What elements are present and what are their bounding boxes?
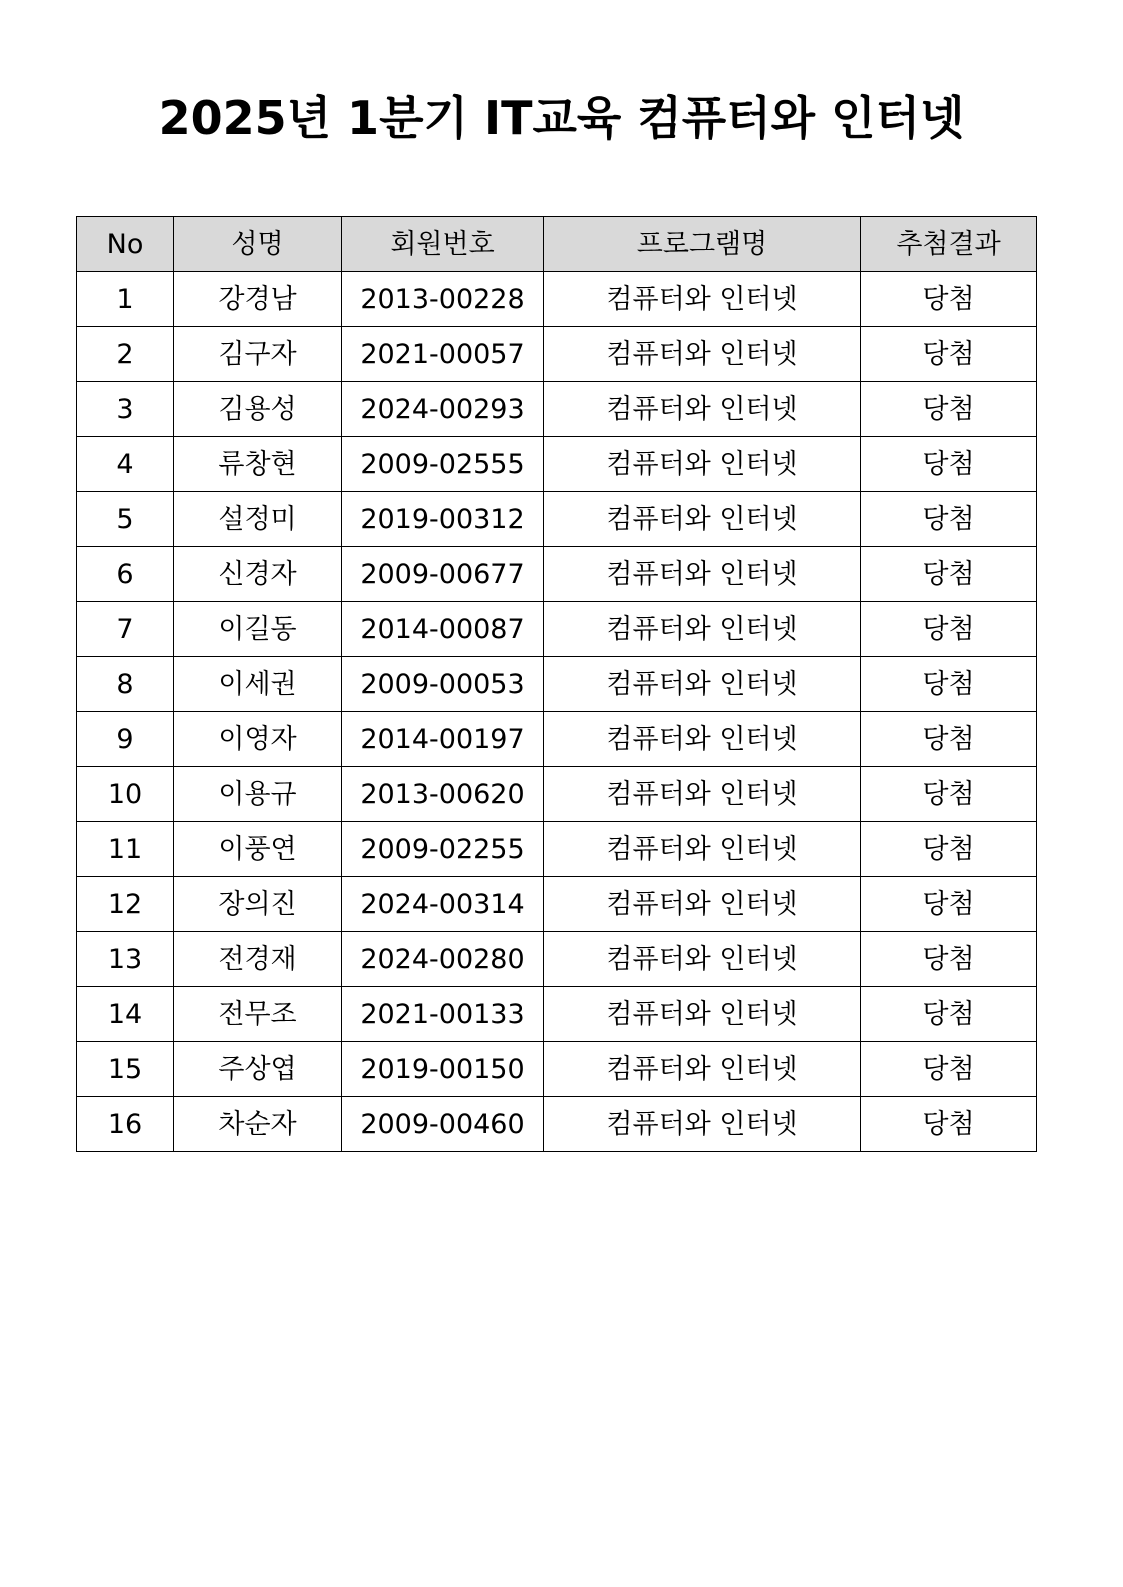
cell-result: 당첨: [861, 272, 1037, 327]
table-row: [77, 657, 1037, 712]
cell-no: 15: [77, 1042, 174, 1097]
cell-member-no: 2024-00280: [342, 932, 544, 987]
cell-member-no: 2009-00053: [342, 657, 544, 712]
cell-name: 이용규: [174, 767, 342, 822]
cell-no: 12: [77, 877, 174, 932]
cell-name: 이세권: [174, 657, 342, 712]
cell-no: 5: [77, 492, 174, 547]
cell-program: 컴퓨터와 인터넷: [544, 1097, 861, 1152]
cell-member-no: 2009-02255: [342, 822, 544, 877]
header-result: 추첨결과: [861, 217, 1037, 272]
table-row: [77, 382, 1037, 437]
cell-name: 차순자: [174, 1097, 342, 1152]
cell-result: 당첨: [861, 602, 1037, 657]
cell-name: 김용성: [174, 382, 342, 437]
table-row: [77, 327, 1037, 382]
cell-no: 14: [77, 987, 174, 1042]
cell-result: 당첨: [861, 932, 1037, 987]
cell-program: 컴퓨터와 인터넷: [544, 767, 861, 822]
cell-name: 장의진: [174, 877, 342, 932]
table-body: [77, 272, 1037, 1152]
cell-program: 컴퓨터와 인터넷: [544, 712, 861, 767]
cell-program: 컴퓨터와 인터넷: [544, 437, 861, 492]
lottery-results-table: [76, 216, 1037, 1152]
cell-name: 전무조: [174, 987, 342, 1042]
cell-no: 1: [77, 272, 174, 327]
cell-member-no: 2019-00150: [342, 1042, 544, 1097]
table-row: [77, 987, 1037, 1042]
table-row: [77, 877, 1037, 932]
cell-member-no: 2009-00460: [342, 1097, 544, 1152]
cell-member-no: 2019-00312: [342, 492, 544, 547]
cell-no: 11: [77, 822, 174, 877]
cell-no: 3: [77, 382, 174, 437]
cell-program: 컴퓨터와 인터넷: [544, 657, 861, 712]
cell-result: 당첨: [861, 437, 1037, 492]
cell-result: 당첨: [861, 1097, 1037, 1152]
cell-program: 컴퓨터와 인터넷: [544, 327, 861, 382]
header-member-no: 회원번호: [342, 217, 544, 272]
cell-member-no: 2024-00314: [342, 877, 544, 932]
cell-name: 신경자: [174, 547, 342, 602]
header-row: [77, 217, 1037, 272]
cell-result: 당첨: [861, 712, 1037, 767]
cell-name: 이길동: [174, 602, 342, 657]
cell-result: 당첨: [861, 382, 1037, 437]
header-no: No: [77, 217, 174, 272]
cell-no: 13: [77, 932, 174, 987]
header-name: 성명: [174, 217, 342, 272]
cell-member-no: 2009-00677: [342, 547, 544, 602]
cell-result: 당첨: [861, 877, 1037, 932]
table-row: [77, 272, 1037, 327]
table-row: [77, 1097, 1037, 1152]
cell-program: 컴퓨터와 인터넷: [544, 822, 861, 877]
page-title: 2025년 1분기 IT교육 컴퓨터와 인터넷: [158, 91, 965, 145]
cell-member-no: 2014-00087: [342, 602, 544, 657]
table-header: [77, 217, 1037, 272]
cell-member-no: 2021-00057: [342, 327, 544, 382]
table-row: [77, 437, 1037, 492]
cell-program: 컴퓨터와 인터넷: [544, 1042, 861, 1097]
cell-name: 이풍연: [174, 822, 342, 877]
cell-member-no: 2009-02555: [342, 437, 544, 492]
cell-program: 컴퓨터와 인터넷: [544, 602, 861, 657]
cell-member-no: 2013-00620: [342, 767, 544, 822]
table-row: [77, 767, 1037, 822]
table-row: [77, 492, 1037, 547]
cell-name: 전경재: [174, 932, 342, 987]
cell-no: 2: [77, 327, 174, 382]
cell-name: 주상엽: [174, 1042, 342, 1097]
cell-name: 설정미: [174, 492, 342, 547]
cell-no: 4: [77, 437, 174, 492]
table-row: [77, 547, 1037, 602]
cell-program: 컴퓨터와 인터넷: [544, 382, 861, 437]
header-program: 프로그램명: [544, 217, 861, 272]
cell-program: 컴퓨터와 인터넷: [544, 877, 861, 932]
cell-program: 컴퓨터와 인터넷: [544, 932, 861, 987]
cell-no: 6: [77, 547, 174, 602]
cell-name: 류창현: [174, 437, 342, 492]
cell-name: 강경남: [174, 272, 342, 327]
cell-result: 당첨: [861, 327, 1037, 382]
cell-no: 7: [77, 602, 174, 657]
cell-result: 당첨: [861, 547, 1037, 602]
cell-program: 컴퓨터와 인터넷: [544, 492, 861, 547]
cell-program: 컴퓨터와 인터넷: [544, 272, 861, 327]
cell-no: 10: [77, 767, 174, 822]
cell-result: 당첨: [861, 1042, 1037, 1097]
cell-program: 컴퓨터와 인터넷: [544, 547, 861, 602]
table-row: [77, 712, 1037, 767]
table-row: [77, 932, 1037, 987]
table-row: [77, 602, 1037, 657]
cell-no: 8: [77, 657, 174, 712]
cell-member-no: 2013-00228: [342, 272, 544, 327]
cell-name: 이영자: [174, 712, 342, 767]
cell-name: 김구자: [174, 327, 342, 382]
cell-result: 당첨: [861, 767, 1037, 822]
cell-result: 당첨: [861, 987, 1037, 1042]
cell-result: 당첨: [861, 822, 1037, 877]
cell-result: 당첨: [861, 492, 1037, 547]
cell-program: 컴퓨터와 인터넷: [544, 987, 861, 1042]
table-row: [77, 822, 1037, 877]
cell-member-no: 2014-00197: [342, 712, 544, 767]
cell-result: 당첨: [861, 657, 1037, 712]
table-row: [77, 1042, 1037, 1097]
cell-member-no: 2021-00133: [342, 987, 544, 1042]
cell-member-no: 2024-00293: [342, 382, 544, 437]
cell-no: 9: [77, 712, 174, 767]
cell-no: 16: [77, 1097, 174, 1152]
